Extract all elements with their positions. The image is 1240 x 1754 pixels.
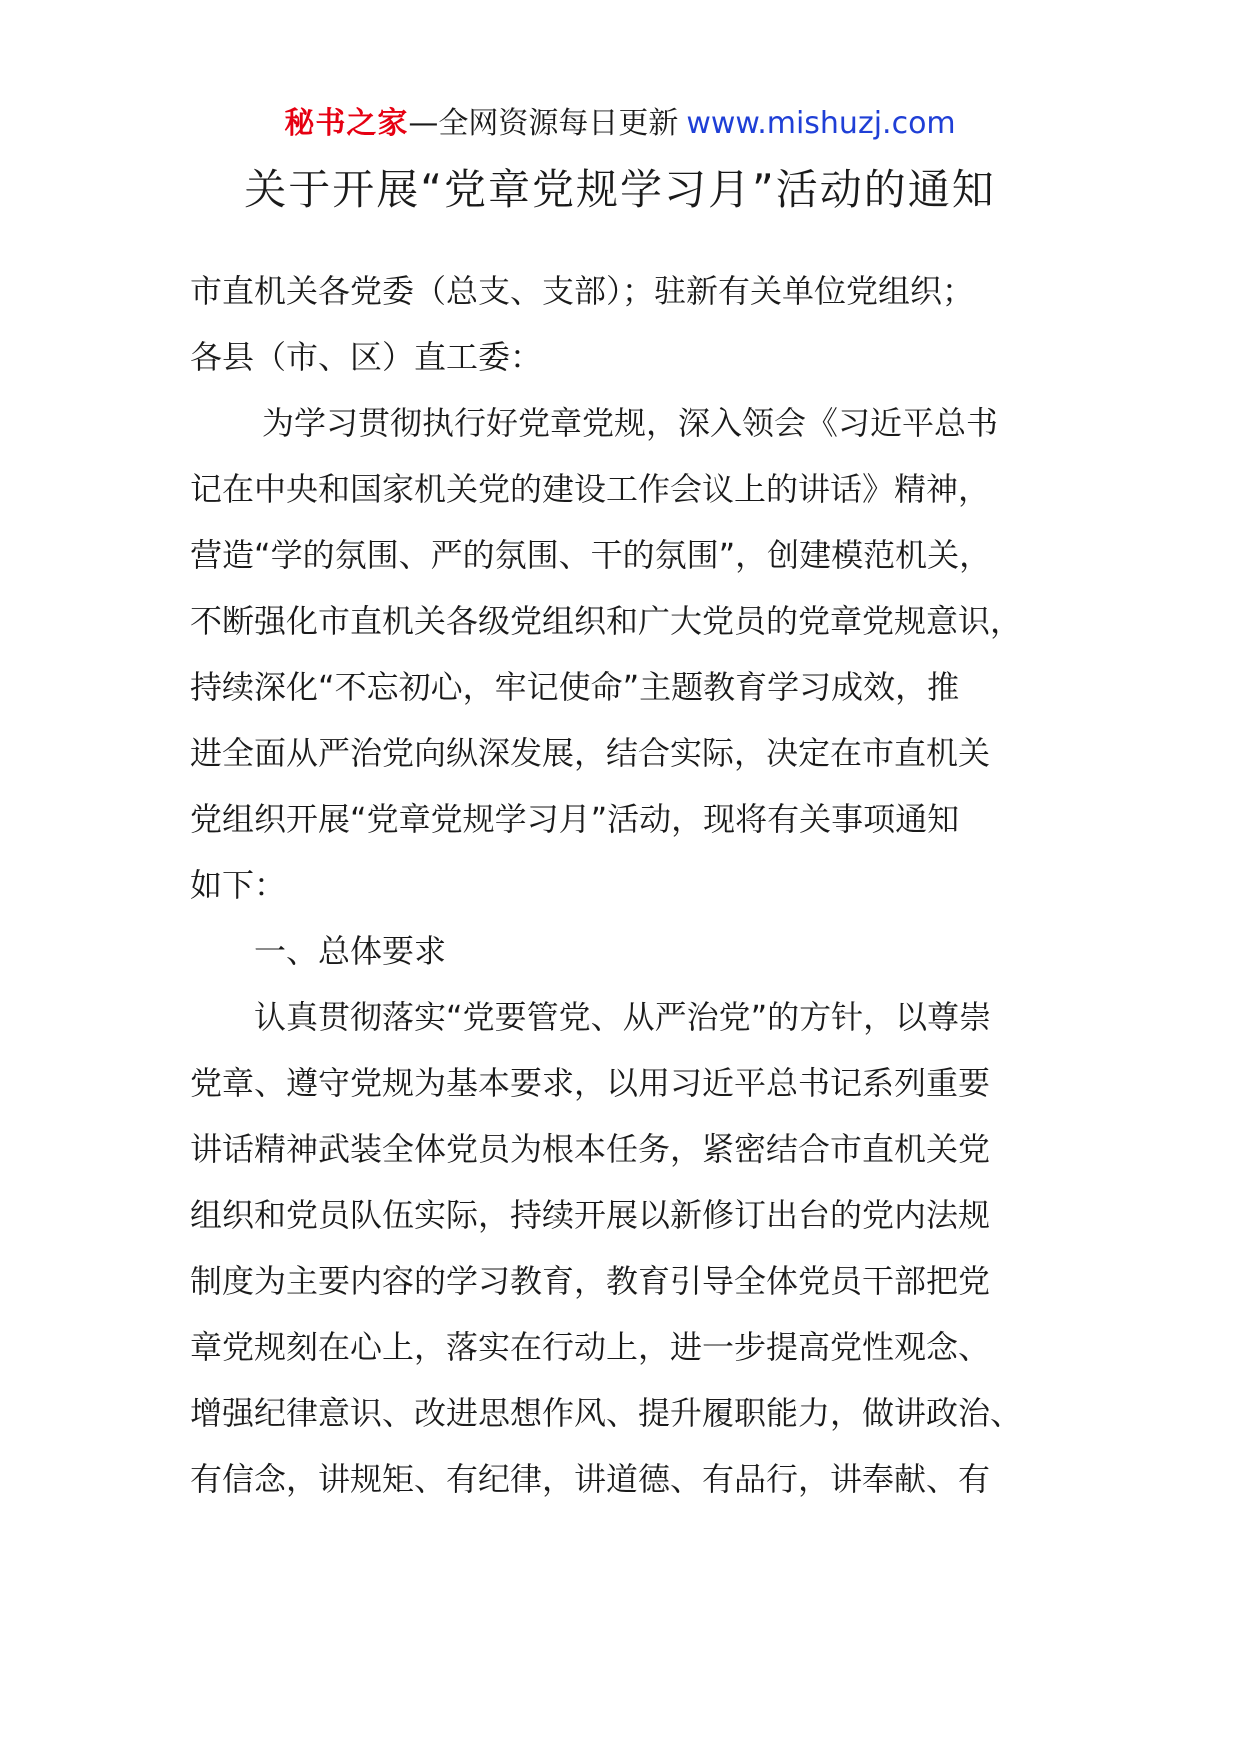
body-text-line: 党组织开展“党章党规学习月”活动，现将有关事项通知: [190, 800, 960, 838]
body-text-line: 进全面从严治党向纵深发展，结合实际，决定在市直机关: [190, 734, 991, 772]
body-text-line: 如下：: [190, 866, 287, 904]
site-brand-name: 秘书之家: [284, 106, 409, 141]
body-text-line: 有信念，讲规矩、有纪律，讲道德、有品行，讲奉献、有: [190, 1460, 991, 1498]
site-tagline: —全网资源每日更新: [408, 106, 679, 141]
body-text-line: 不断强化市直机关各级党组织和广大党员的党章党规意识，: [190, 602, 1023, 640]
addressee-line: 市直机关各党委（总支、支部）；驻新有关单位党组织；: [190, 272, 975, 310]
body-text-line: 增强纪律意识、改进思想作风、提升履职能力，做讲政治、: [190, 1394, 1023, 1432]
body-text-line: 持续深化“不忘初心，牢记使命”主题教育学习成效，推: [190, 668, 960, 706]
section-heading: 一、总体要求: [254, 932, 447, 970]
body-text-line: 为学习贯彻执行好党章党规，深入领会《习近平总书: [262, 404, 999, 442]
body-text-line: 党章、遵守党规为基本要求，以用习近平总书记系列重要: [190, 1064, 991, 1102]
site-header-banner: [0, 102, 1240, 146]
document-title: 关于开展“党章党规学习月”活动的通知: [244, 165, 996, 214]
body-text-line: 组织和党员队伍实际，持续开展以新修订出台的党内法规: [190, 1196, 991, 1234]
addressee-line: 各县（市、区）直工委：: [190, 338, 543, 376]
body-text-line: 制度为主要内容的学习教育，教育引导全体党员干部把党: [190, 1262, 991, 1300]
site-url-link[interactable]: www.mishuzj.com: [686, 106, 956, 141]
body-text-line: 认真贯彻落实“党要管党、从严治党”的方针，以尊崇: [254, 998, 992, 1036]
body-text-line: 讲话精神武装全体党员为根本任务，紧密结合市直机关党: [190, 1130, 991, 1168]
body-text-line: 记在中央和国家机关党的建设工作会议上的讲话》精神，: [190, 470, 991, 508]
document-body: [190, 258, 1070, 1512]
body-text-line: 营造“学的氛围、严的氛围、干的氛围”，创建模范机关，: [190, 536, 992, 574]
body-text-line: 章党规刻在心上，落实在行动上，进一步提高党性观念、: [190, 1328, 991, 1366]
